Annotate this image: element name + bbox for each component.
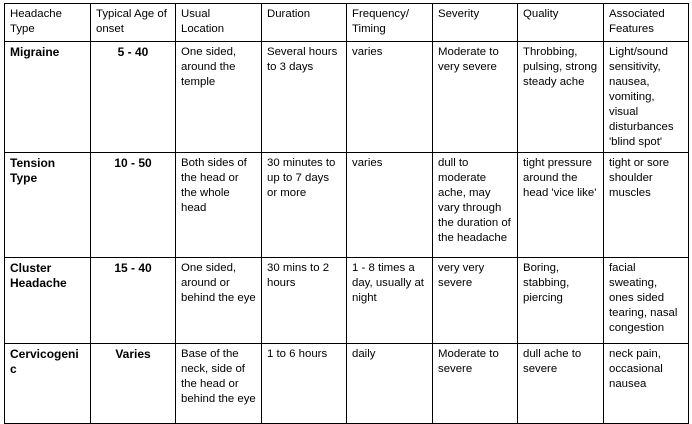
duration-cell: 1 to 6 hours [262,344,347,424]
table-header-row [5,4,689,42]
duration-cell: 30 mins to 2 hours [262,258,347,344]
headache-type-cell: Migraine [5,42,91,153]
quality-cell: tight pressure around the head 'vice like' [518,153,604,258]
headache-type-cell: Tension Type [5,153,91,258]
onset-age-cell: 5 - 40 [91,42,176,153]
table-row [5,258,689,344]
location-cell: Base of the neck, side of the head or behind the eye [176,344,262,424]
table-row [5,344,689,424]
onset-age-cell: 15 - 40 [91,258,176,344]
location-cell: One sided, around or behind the eye [176,258,262,344]
quality-cell: Boring, stabbing, piercing [518,258,604,344]
column-header: Duration [262,4,347,42]
column-header: Typical Age of onset [91,4,176,42]
column-header: Frequency/ Timing [347,4,433,42]
quality-cell: Throbbing, pulsing, strong steady ache [518,42,604,153]
column-header: Quality [518,4,604,42]
column-header: Headache Type [5,4,91,42]
features-cell: Light/sound sensitivity, nausea, vomiting, visual disturbances 'blind spot' [604,42,689,153]
table-row [5,42,689,153]
severity-cell: very very severe [433,258,518,344]
table-row [5,153,689,258]
frequency-cell: varies [347,42,433,153]
quality-cell: dull ache to severe [518,344,604,424]
features-cell: tight or sore shoulder muscles [604,153,689,258]
headache-table-container [4,3,689,424]
onset-age-cell: 10 - 50 [91,153,176,258]
location-cell: One sided, around the temple [176,42,262,153]
duration-cell: Several hours to 3 days [262,42,347,153]
frequency-cell: daily [347,344,433,424]
headache-type-cell: Cluster Headache [5,258,91,344]
severity-cell: Moderate to very severe [433,42,518,153]
features-cell: neck pain, occasional nausea [604,344,689,424]
column-header: Severity [433,4,518,42]
column-header: Usual Location [176,4,262,42]
frequency-cell: 1 - 8 times a day, usually at night [347,258,433,344]
features-cell: facial sweating, ones sided tearing, nasal congestion [604,258,689,344]
onset-age-cell: Varies [91,344,176,424]
duration-cell: 30 minutes to up to 7 days or more [262,153,347,258]
headache-type-cell: Cervicogenic [5,344,91,424]
headache-comparison-table [4,3,689,424]
location-cell: Both sides of the head or the whole head [176,153,262,258]
column-header: Associated Features [604,4,689,42]
severity-cell: dull to moderate ache, may vary through the duration of the headache [433,153,518,258]
frequency-cell: varies [347,153,433,258]
severity-cell: Moderate to severe [433,344,518,424]
